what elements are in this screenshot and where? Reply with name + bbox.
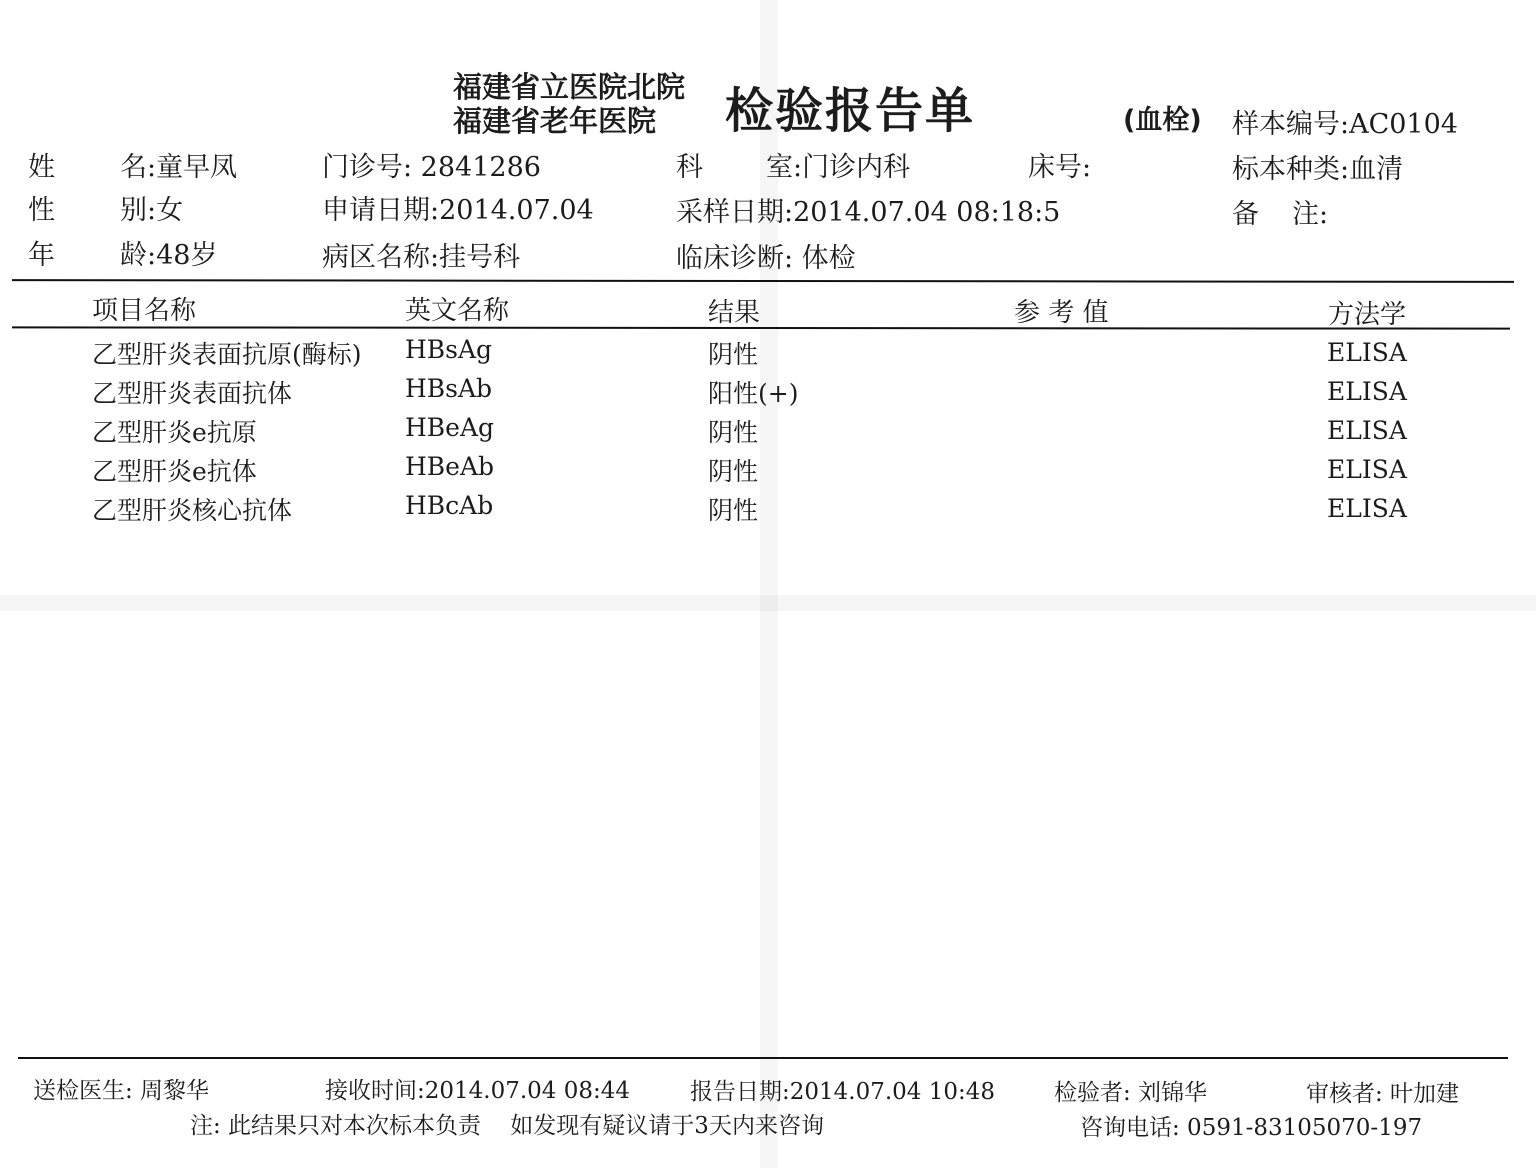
row-result: 阴性 bbox=[708, 340, 759, 369]
clinical-diagnosis: 临床诊断: 体检 bbox=[676, 243, 856, 274]
report-date: 报告日期:2014.07.04 10:48 bbox=[690, 1079, 996, 1105]
row-result: 阳性(+) bbox=[708, 379, 799, 408]
column-header-result: 结果 bbox=[708, 298, 761, 328]
requesting-doctor: 送检医生: 周黎华 bbox=[33, 1078, 210, 1104]
sample-date: 采样日期:2014.07.04 08:18:5 bbox=[676, 197, 1061, 228]
reviewer: 审核者: 叶加建 bbox=[1306, 1081, 1460, 1107]
specimen-type: 标本种类:血清 bbox=[1232, 154, 1404, 185]
dept-label-a: 科 bbox=[676, 152, 703, 183]
row-english-name: HBeAg bbox=[405, 413, 495, 442]
row-item-name: 乙型肝炎e抗原 bbox=[92, 418, 257, 447]
row-item-name: 乙型肝炎e抗体 bbox=[92, 457, 257, 486]
column-header-item: 项目名称 bbox=[92, 296, 197, 326]
row-method: ELISA bbox=[1327, 377, 1407, 406]
sample-type-tag: (血栓) bbox=[1123, 105, 1202, 136]
bed-number: 床号: bbox=[1028, 152, 1092, 183]
row-method: ELISA bbox=[1327, 455, 1407, 484]
column-header-method: 方法学 bbox=[1328, 300, 1407, 330]
row-item-name: 乙型肝炎核心抗体 bbox=[92, 496, 293, 525]
hospital-name-line2: 福建省老年医院 bbox=[453, 104, 657, 138]
row-item-name: 乙型肝炎表面抗原(酶标) bbox=[92, 340, 362, 369]
column-header-english: 英文名称 bbox=[405, 296, 510, 326]
row-english-name: HBeAb bbox=[405, 452, 495, 481]
age-label-a: 年 bbox=[28, 240, 55, 271]
remark: 注: bbox=[1292, 199, 1329, 230]
row-method: ELISA bbox=[1327, 338, 1407, 367]
ward-name: 病区名称:挂号科 bbox=[322, 242, 521, 273]
apply-date: 申请日期:2014.07.04 bbox=[322, 195, 594, 226]
hospital-name-line1: 福建省立医院北院 bbox=[453, 70, 686, 104]
row-result: 阴性 bbox=[708, 418, 759, 447]
row-method: ELISA bbox=[1327, 494, 1407, 523]
name-label-a: 姓 bbox=[28, 152, 55, 183]
row-result: 阴性 bbox=[708, 457, 759, 486]
row-method: ELISA bbox=[1327, 416, 1407, 445]
patient-name: 名:童早凤 bbox=[120, 152, 238, 183]
column-header-reference: 参 考 值 bbox=[1014, 298, 1109, 328]
sample-number: 样本编号:AC0104 bbox=[1232, 109, 1458, 140]
remark-label-a: 备 bbox=[1232, 199, 1259, 230]
tester: 检验者: 刘锦华 bbox=[1054, 1080, 1208, 1106]
clinic-number: 门诊号: 2841286 bbox=[322, 152, 541, 183]
row-item-name: 乙型肝炎表面抗体 bbox=[92, 379, 293, 408]
patient-age: 龄:48岁 bbox=[120, 240, 218, 271]
disclaimer-note: 注: 此结果只对本次标本负责 如发现有疑议请于3天内来咨询 bbox=[190, 1113, 824, 1139]
consult-phone: 咨询电话: 0591-83105070-197 bbox=[1080, 1115, 1423, 1141]
row-english-name: HBcAb bbox=[405, 491, 494, 520]
receive-time: 接收时间:2014.07.04 08:44 bbox=[325, 1078, 631, 1104]
patient-sex: 别:女 bbox=[120, 195, 184, 226]
row-result: 阴性 bbox=[708, 496, 759, 525]
row-english-name: HBsAg bbox=[405, 335, 493, 364]
sex-label-a: 性 bbox=[28, 195, 55, 226]
page-title: 检验报告单 bbox=[725, 83, 976, 139]
row-english-name: HBsAb bbox=[405, 374, 493, 403]
paper-fold-horizontal bbox=[0, 595, 1536, 611]
footer-rule bbox=[18, 1057, 1508, 1059]
department: 室:门诊内科 bbox=[766, 152, 911, 183]
